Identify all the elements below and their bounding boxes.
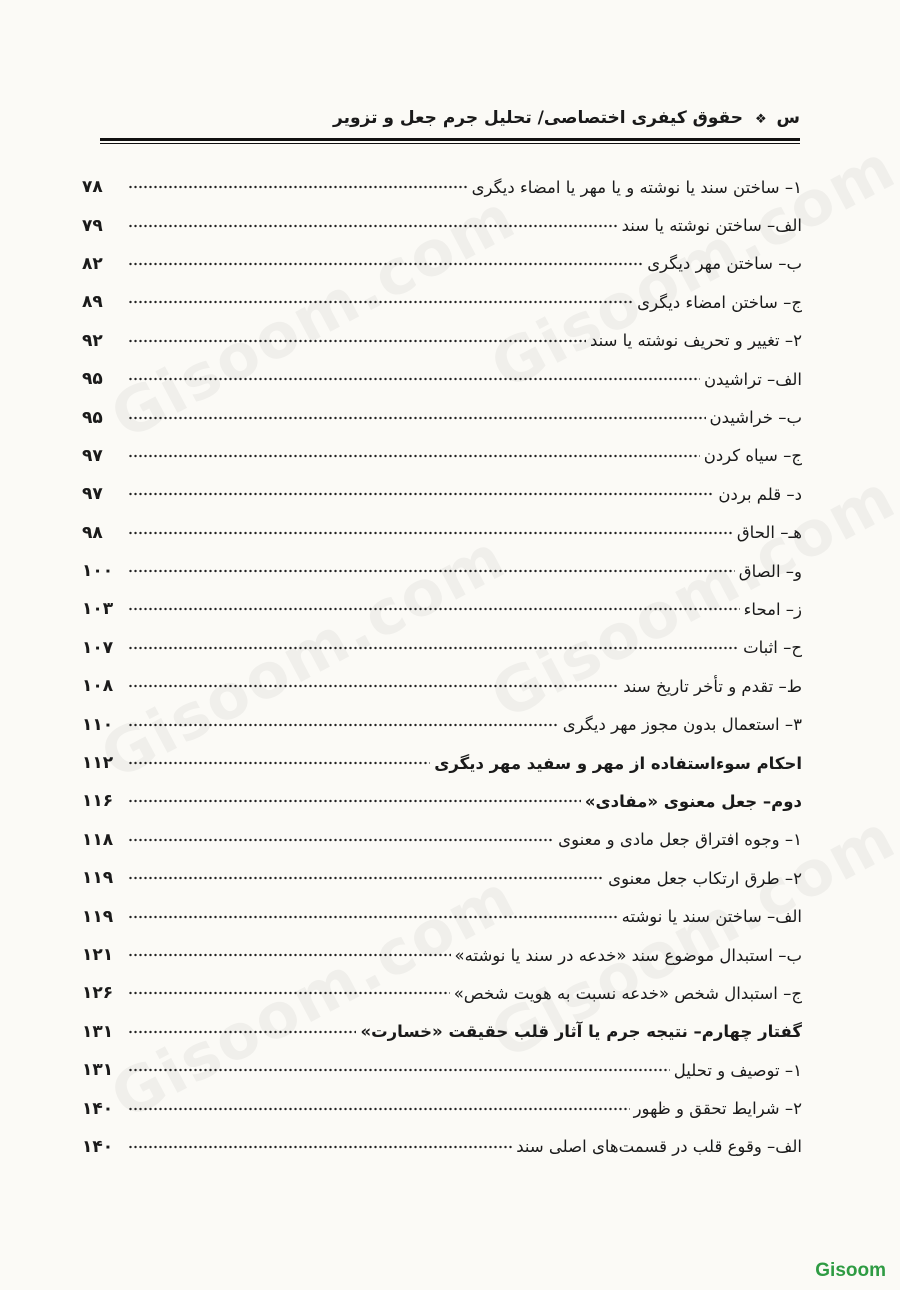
toc-entry xyxy=(82,974,802,1012)
toc-entry-title: ب– ساختن مهر دیگری xyxy=(647,254,802,274)
toc-entry-page: ۱۰۷ xyxy=(82,637,114,658)
toc-entry-title: هـ– الحاق xyxy=(736,523,802,543)
toc-entry-title: ب– استبدال موضوع سند «خدعه در سند یا نوشته» xyxy=(454,945,802,965)
toc-entry-page: ۷۹ xyxy=(82,215,103,236)
header-page-number: س xyxy=(776,108,800,128)
toc-entry-page: ۱۲۱ xyxy=(82,945,114,965)
dot-leader xyxy=(128,607,740,611)
toc-entry xyxy=(82,897,802,935)
dot-leader xyxy=(128,799,581,803)
toc-entry-title: ۲– تغییر و تحریف نوشته یا سند xyxy=(589,331,802,351)
toc-entry-page: ۹۵ xyxy=(82,407,103,428)
toc-entry-title: ج– ساختن امضاء دیگری xyxy=(637,292,802,312)
toc-entry-title: د– قلم بردن xyxy=(718,484,802,504)
header-separator: ❖ xyxy=(754,112,767,127)
dot-leader xyxy=(128,1145,512,1149)
toc-entry xyxy=(82,437,802,475)
running-header xyxy=(100,108,800,128)
toc-entry xyxy=(82,782,802,820)
toc-entry-page: ۹۵ xyxy=(82,369,103,390)
toc-entry-title: ب– خراشیدن xyxy=(709,408,802,428)
toc-entry-title: ۲– شرایط تحقق و ظهور xyxy=(633,1099,802,1119)
dot-leader xyxy=(128,838,554,842)
toc-entry-page: ۱۱۹ xyxy=(82,906,114,927)
toc-entry xyxy=(82,744,802,782)
toc-entry-page: ۹۸ xyxy=(82,522,103,543)
toc-entry-title: دوم– جعل معنوی «مفادی» xyxy=(584,791,802,811)
dot-leader xyxy=(128,339,586,343)
header-title: حقوق کیفری اختصاصی/ تحلیل جرم جعل و تزویر xyxy=(333,108,744,128)
toc-entry-title: الف– تراشیدن xyxy=(703,369,802,389)
toc-entry xyxy=(82,821,802,859)
toc-entry-title: ۱– وجوه افتراق جعل مادی و معنوی xyxy=(558,830,802,850)
toc-entry-title: و– الصاق xyxy=(738,561,802,581)
header-rule-thin xyxy=(100,143,800,144)
dot-leader xyxy=(128,1030,356,1034)
dot-leader xyxy=(128,300,633,304)
dot-leader xyxy=(128,454,700,458)
toc-entry-page: ۷۸ xyxy=(82,177,103,198)
dot-leader xyxy=(128,1107,630,1111)
dot-leader xyxy=(128,991,450,995)
dot-leader xyxy=(128,377,700,381)
toc-entry xyxy=(82,360,802,398)
dot-leader xyxy=(128,262,643,266)
dot-leader xyxy=(128,723,559,727)
toc-entry-title: الف– ساختن سند یا نوشته xyxy=(621,907,802,927)
toc-entry xyxy=(82,283,802,321)
toc-entry xyxy=(82,475,802,513)
toc-entry-title: ۳– استعمال بدون مجوز مهر دیگری xyxy=(562,715,802,735)
toc-entry xyxy=(82,936,802,974)
toc-entry-page: ۱۳۱ xyxy=(82,1021,114,1042)
toc-entry xyxy=(82,1089,802,1127)
toc-entry-page: ۹۷ xyxy=(82,484,103,505)
toc-entry-page: ۱۱۸ xyxy=(82,829,114,850)
dot-leader xyxy=(128,646,739,650)
toc-entry-page: ۱۴۰ xyxy=(82,1136,114,1157)
toc-entry-title: ج– استبدال شخص «خدعه نسبت به هویت شخص» xyxy=(453,983,802,1003)
toc-entry xyxy=(82,705,802,743)
toc-entry-page: ۱۰۰ xyxy=(82,561,114,582)
dot-leader xyxy=(128,531,733,535)
toc-entry-title: ط– تقدم و تأخر تاریخ سند xyxy=(623,676,802,696)
dot-leader xyxy=(128,224,618,228)
dot-leader xyxy=(128,185,468,189)
brand-logo: Gisoom xyxy=(815,1260,886,1281)
toc-entry-page: ۱۱۰ xyxy=(82,714,114,735)
toc-entry xyxy=(82,590,802,628)
toc-entry xyxy=(82,206,802,244)
dot-leader xyxy=(128,915,618,919)
toc-entry xyxy=(82,245,802,283)
dot-leader xyxy=(128,761,430,765)
toc-entry-title: ج– سیاه کردن xyxy=(703,446,802,466)
toc-entry-title: ز– امحاء xyxy=(743,599,802,619)
toc-entry xyxy=(82,552,802,590)
toc-entry-page: ۱۰۸ xyxy=(82,676,114,697)
toc-entry-page: ۱۲۶ xyxy=(82,983,114,1004)
dot-leader xyxy=(128,876,604,880)
toc-entry xyxy=(82,1051,802,1089)
dot-leader xyxy=(128,953,451,957)
toc-entry-title: ۱– ساختن سند یا نوشته و یا مهر یا امضاء دیگری xyxy=(471,177,802,197)
toc-entry xyxy=(82,1013,802,1051)
toc-entry xyxy=(82,859,802,897)
toc-entry-title: احکام سوءاستفاده از مهر و سفید مهر دیگری xyxy=(434,753,802,773)
toc-entry xyxy=(82,514,802,552)
toc-entry-title: گفتار چهارم– نتیجه جرم یا آثار قلب حقیقت «خسارت» xyxy=(360,1022,802,1042)
toc-entry-page: ۸۲ xyxy=(82,253,103,274)
toc-entry-title: ح– اثبات xyxy=(743,638,802,658)
header-rule-thick xyxy=(100,138,800,141)
toc-entry-page: ۱۱۹ xyxy=(82,868,114,889)
dot-leader xyxy=(128,1068,670,1072)
toc-entry xyxy=(82,398,802,436)
toc-entry-page: ۱۱۲ xyxy=(82,753,114,774)
toc-entry-page: ۱۳۱ xyxy=(82,1060,114,1081)
toc-entry xyxy=(82,168,802,206)
toc-entry-page: ۱۱۶ xyxy=(82,791,114,812)
dot-leader xyxy=(128,492,714,496)
table-of-contents xyxy=(82,168,802,1166)
toc-entry xyxy=(82,629,802,667)
toc-entry-page: ۹۲ xyxy=(82,330,103,351)
toc-entry-title: الف– وقوع قلب در قسمت‌های اصلی سند xyxy=(516,1137,802,1157)
toc-entry-title: ۱– توصیف و تحلیل xyxy=(673,1060,802,1080)
toc-entry xyxy=(82,1128,802,1166)
toc-entry-title: ۲– طرق ارتکاب جعل معنوی xyxy=(608,868,802,888)
toc-entry-title: الف– ساختن نوشته یا سند xyxy=(621,216,802,236)
toc-entry-page: ۸۹ xyxy=(82,292,103,313)
toc-entry-page: ۱۴۰ xyxy=(82,1098,114,1119)
dot-leader xyxy=(128,684,619,688)
dot-leader xyxy=(128,569,735,573)
toc-entry-page: ۹۷ xyxy=(82,445,103,466)
dot-leader xyxy=(128,416,706,420)
toc-entry xyxy=(82,322,802,360)
toc-entry-page: ۱۰۳ xyxy=(82,599,114,620)
toc-entry xyxy=(82,667,802,705)
